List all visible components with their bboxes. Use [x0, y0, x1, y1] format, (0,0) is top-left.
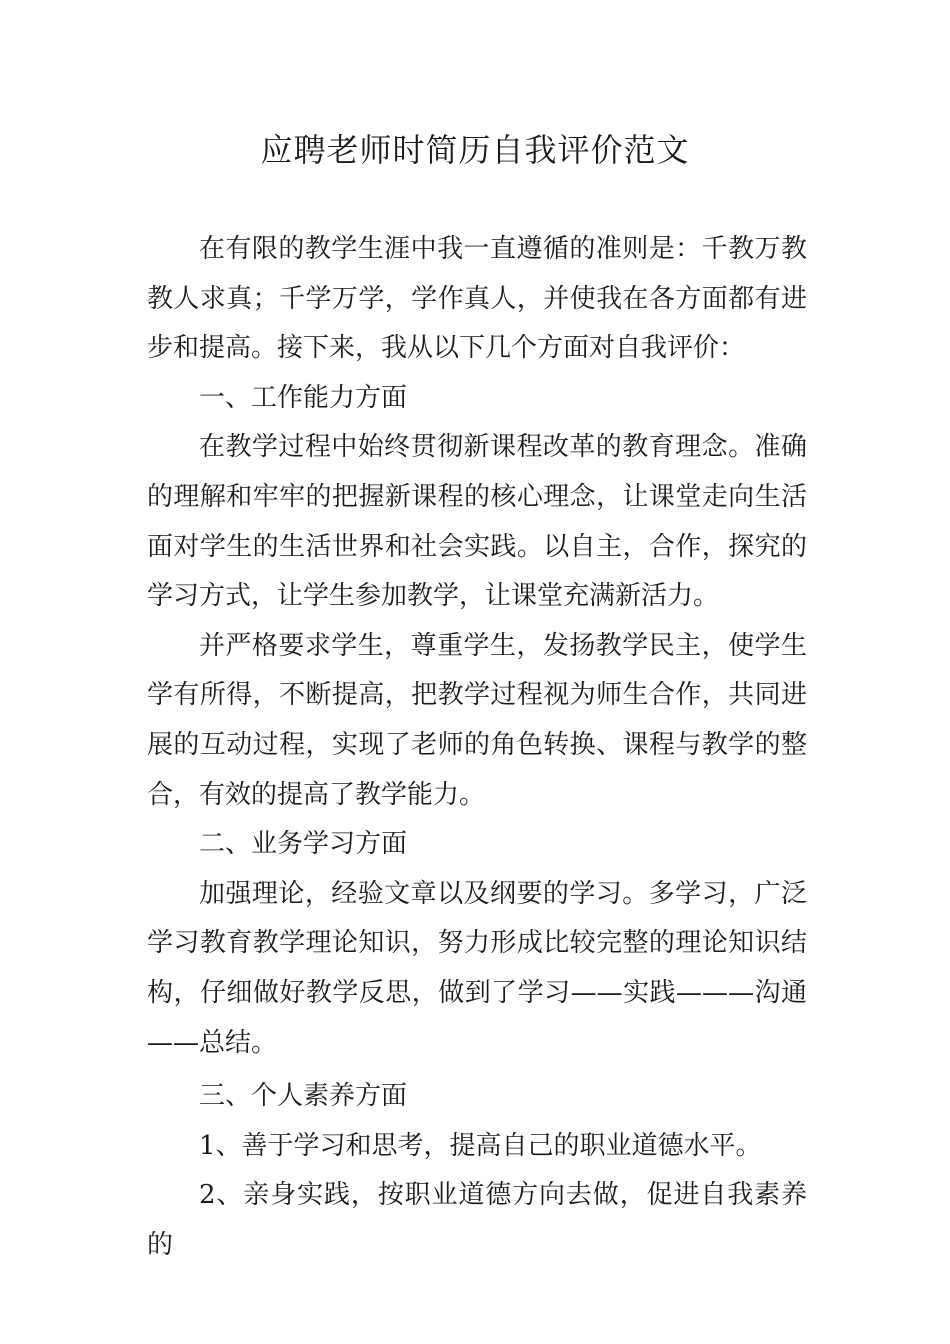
- section-heading-business-study: 二、业务学习方面: [199, 829, 408, 860]
- section-heading-personal-quality: 三、个人素养方面: [199, 1081, 408, 1112]
- section-heading-work-ability: 一、工作能力方面: [199, 382, 408, 413]
- paragraph-teaching-philosophy: 在教学过程中始终贯彻新课程改革的教育理念。准确的理解和牢牢的把握新课程的核心理念，让课堂走向生活面对学生的生活世界和社会实践。以自主，合作，探究的学习方式，让学生参加教学，让课堂充满新活力。: [147, 432, 807, 612]
- paragraph-intro: 在有限的教学生涯中我一直遵循的准则是：千教万教教人求真；千学万学，学作真人，并使我在各方面都有进步和提高。接下来，我从以下几个方面对自我评价：: [147, 234, 807, 364]
- document-body: [147, 225, 807, 1270]
- list-item-2: 2、亲身实践，按职业道德方向去做，促进自我素养的: [147, 1180, 807, 1260]
- list-item-1: 1、善于学习和思考，提高自己的职业道德水平。: [199, 1130, 762, 1161]
- document-title: 应聘老师时简历自我评价范文: [260, 131, 690, 169]
- paragraph-theory-study: 加强理论，经验文章以及纲要的学习。多学习，广泛学习教育教学理论知识，努力形成比较完整的理论知识结构，仔细做好教学反思，做到了学习——实践———沟通——总结。: [147, 878, 807, 1058]
- paragraph-student-requirements: 并严格要求学生，尊重学生，发扬教学民主，使学生学有所得，不断提高，把教学过程视为师生合作，共同进展的互动过程，实现了老师的角色转换、课程与教学的整合，有效的提高了教学能力。: [147, 630, 807, 810]
